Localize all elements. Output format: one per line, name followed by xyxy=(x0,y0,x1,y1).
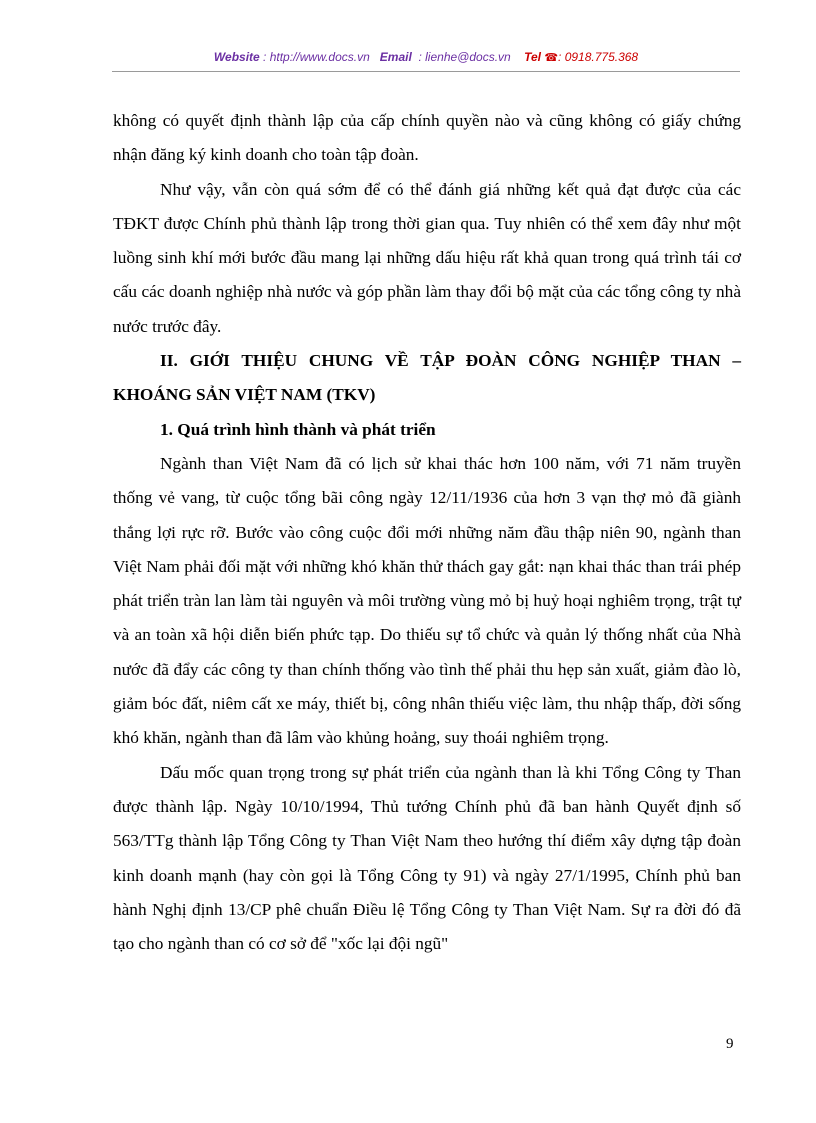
paragraph-4: Dấu mốc quan trọng trong sự phát triển của ngành than là khi Tổng Công ty Than được thành lập. Ngày 10/10/1994, Thủ tướng Chính phủ đã ban hành Quyết định số 563/TTg thành lập Tổng Công ty Than Việt Nam theo hướng thí điểm xây dựng tập đoàn kinh doanh mạnh (hay còn gọi là Tổng Công ty 91) và ngày 27/1/1995, Chính phủ ban hành Nghị định 13/CP phê chuẩn Điều lệ Tổng Công ty Than Việt Nam. Sự ra đời đó đã tạo cho ngành than có cơ sở để "xốc lại đội ngũ" xyxy=(113,762,741,954)
paragraph-2: Như vậy, vẫn còn quá sớm để có thể đánh giá những kết quả đạt được của các TĐKT được Chính phủ thành lập trong thời gian qua. Tuy nhiên có thể xem đây như một luồng sinh khí mới bước đầu mang lại những dấu hiệu rất khả quan trong quá trình tái cơ cấu các doanh nghiệp nhà nước và góp phần làm thay đổi bộ mặt của các tổng công ty nhà nước trước đây. xyxy=(113,179,741,336)
paragraph-1: không có quyết định thành lập của cấp chính quyền nào và cũng không có giấy chứng nhận đăng ký kinh doanh cho toàn tập đoàn. xyxy=(113,111,741,165)
phone-icon: ☎ xyxy=(544,52,559,64)
tel-value: 0918.775.368 xyxy=(564,50,639,64)
subsection-heading: 1. Quá trình hình thành và phát triển xyxy=(160,419,436,439)
section-heading: II. GIỚI THIỆU CHUNG VỀ TẬP ĐOÀN CÔNG NGHIỆP THAN – KHOÁNG SẢN VIỆT NAM (TKV) xyxy=(113,351,741,405)
header-divider xyxy=(112,71,740,72)
page-number: 9 xyxy=(726,1036,734,1052)
document-body xyxy=(113,104,741,961)
email-label: Email xyxy=(379,50,412,64)
page-header: Website : http://www.docs.vn Email : lienhe@docs.vn Tel ☎: 0918.775.368 xyxy=(213,50,639,64)
tel-label: Tel xyxy=(524,50,541,64)
paragraph-3: Ngành than Việt Nam đã có lịch sử khai thác hơn 100 năm, với 71 năm truyền thống vẻ vang, từ cuộc tổng bãi công ngày 12/11/1936 của hơn 3 vạn thợ mỏ đã giành thắng lợi rực rỡ. Bước vào công cuộc đổi mới những năm đầu thập niên 90, ngành than Việt Nam phải đối mặt với những khó khăn thử thách gay gắt: nạn khai thác than trái phép phát triển tràn lan làm tài nguyên và môi trường vùng mỏ bị huỷ hoại nghiêm trọng, trật tự và an toàn xã hội diễn biến phức tạp. Do thiếu sự tổ chức và quản lý thống nhất của Nhà nước đã đẩy các công ty than chính thống vào tình thế phải thu hẹp sản xuất, giảm đào lò, giảm bóc đất, niêm cất xe máy, thiết bị, công nhân thiếu việc làm, thu nhập thấp, đời sống khó khăn, ngành than đã lâm vào khủng hoảng, suy thoái nghiêm trọng. xyxy=(113,453,741,748)
email-link[interactable]: lienhe@docs.vn xyxy=(425,50,511,64)
website-link[interactable]: http://www.docs.vn xyxy=(269,50,370,64)
website-label: Website xyxy=(213,50,260,64)
